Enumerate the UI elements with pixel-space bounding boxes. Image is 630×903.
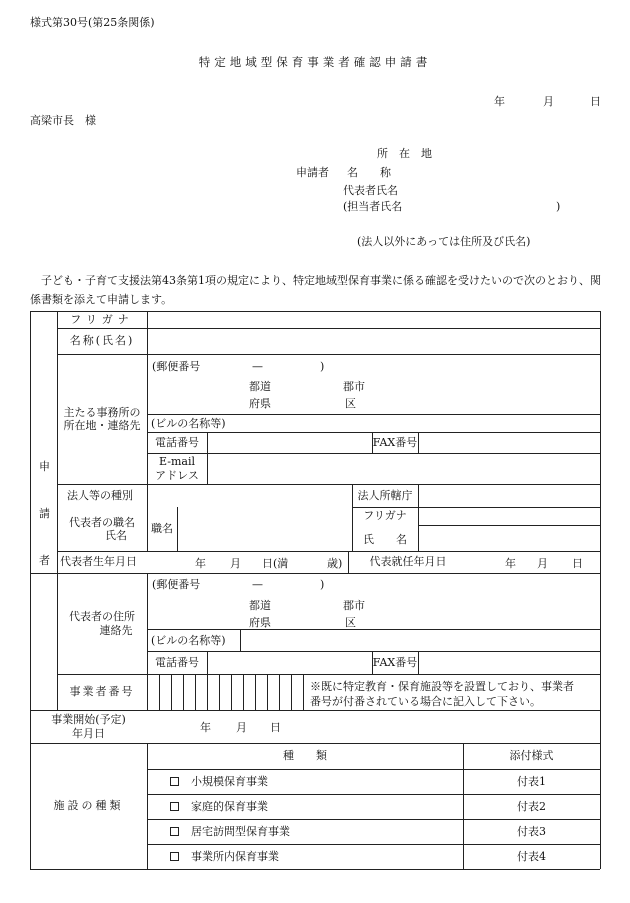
applicant-vertical-char-1: 申 xyxy=(39,460,50,473)
birth-age-label: 歳) xyxy=(327,557,343,570)
rep-furigana-label: フリガナ xyxy=(363,509,407,523)
rep-postal-label: (郵便番号 xyxy=(152,578,201,591)
business-start-day: 日 xyxy=(270,721,281,734)
birth-day-label: 日(満 xyxy=(262,557,289,570)
attachment-form: 付表2 xyxy=(517,799,546,813)
applicant-vertical-char-3: 者 xyxy=(39,554,50,567)
rep-title-label xyxy=(57,507,147,551)
business-start-label xyxy=(30,710,147,743)
contact-person-label: (担当者氏名 xyxy=(343,200,403,213)
form-number: 様式第30号(第25条関係) xyxy=(30,16,155,29)
business-number-note-line1: ※既に特定教育・保育施設等を設置しており、事業者 xyxy=(310,680,574,693)
date-month-label: 月 xyxy=(543,95,554,108)
checkbox-icon[interactable] xyxy=(170,852,179,861)
prefecture-label-bottom: 府県 xyxy=(249,397,271,410)
facility-option-workplace[interactable] xyxy=(170,844,463,869)
business-start-line2: 年月日 xyxy=(72,726,105,740)
birth-year-label: 年 xyxy=(195,557,206,570)
contact-close-paren: ) xyxy=(556,200,561,213)
kind-header: 種 類 xyxy=(283,749,327,763)
non-corporate-note: (法人以外にあっては住所及び氏名) xyxy=(357,235,531,248)
rep-address-label xyxy=(57,573,147,674)
fax-label: FAX番号 xyxy=(372,435,418,449)
phone-field[interactable] xyxy=(207,432,372,453)
birth-month-label: 月 xyxy=(230,557,241,570)
business-number-label: 事業者番号 xyxy=(69,685,135,699)
email-label xyxy=(147,453,207,484)
rep-address-line1: 代表者の住所 xyxy=(69,610,135,624)
application-form-table xyxy=(30,311,600,869)
office-label-line2: 所在地・連絡先 xyxy=(63,419,141,432)
checkbox-icon[interactable] xyxy=(170,827,179,836)
postal-label: (郵便番号 xyxy=(152,360,201,373)
facility-label: 小規模保育事業 xyxy=(191,774,268,788)
rep-start-label: 代表就任年月日 xyxy=(369,555,447,569)
facility-label: 居宅訪問型保育事業 xyxy=(191,824,290,838)
addressee: 高梁市長 様 xyxy=(30,114,96,127)
facility-type-label: 施設の種類 xyxy=(53,799,124,813)
attachment-header: 添付様式 xyxy=(509,749,554,763)
prefecture-label-top: 都道 xyxy=(249,380,271,393)
rep-phone-label: 電話番号 xyxy=(155,655,199,669)
corp-office-label: 法人所轄庁 xyxy=(357,488,413,502)
checkbox-icon[interactable] xyxy=(170,802,179,811)
name-label: 名称(氏名) xyxy=(69,334,135,348)
rep-postal-close-paren: ) xyxy=(320,578,325,591)
rep-fax-field[interactable] xyxy=(418,651,600,674)
rep-fax-label: FAX番号 xyxy=(372,655,418,669)
representative-label: 代表者氏名 xyxy=(343,184,398,197)
rep-title-field[interactable] xyxy=(177,507,352,551)
facility-option-home-based[interactable] xyxy=(170,794,463,819)
attachment-form: 付表3 xyxy=(517,824,546,838)
email-field[interactable] xyxy=(207,453,600,484)
furigana-field[interactable] xyxy=(147,311,600,328)
rep-city-label: 郡市 xyxy=(343,599,365,612)
attachment-form: 付表4 xyxy=(517,849,546,863)
office-label-line1: 主たる事務所の xyxy=(63,405,141,419)
fax-field[interactable] xyxy=(418,432,600,453)
applicant-vertical-char-2: 請 xyxy=(39,507,50,520)
email-label-line2: アドレス xyxy=(155,468,199,482)
attachment-form: 付表1 xyxy=(517,774,546,788)
corp-type-label: 法人等の種別 xyxy=(67,488,133,502)
corp-type-field[interactable] xyxy=(147,484,352,507)
rep-name-field[interactable] xyxy=(418,507,600,551)
rep-title-line1: 代表者の職名 xyxy=(69,515,135,529)
facility-option-small-scale[interactable] xyxy=(170,769,463,794)
phone-label: 電話番号 xyxy=(155,435,199,449)
applicant-name-label: 名 称 xyxy=(347,166,391,179)
facility-option-home-visit[interactable] xyxy=(170,819,463,844)
checkbox-icon[interactable] xyxy=(170,777,179,786)
start-month-label: 月 xyxy=(537,557,548,570)
rep-name-label: 氏 名 xyxy=(363,532,407,546)
office-address-label xyxy=(57,354,147,484)
furigana-label: フリガナ xyxy=(70,312,134,326)
rep-prefecture-bottom: 府県 xyxy=(249,616,271,629)
city-label: 郡市 xyxy=(343,380,365,393)
applicant-label: 申請者 xyxy=(296,166,329,179)
rep-prefecture-top: 都道 xyxy=(249,599,271,612)
rep-ward-label: 区 xyxy=(345,616,356,629)
start-year-label: 年 xyxy=(505,557,516,570)
start-day-label: 日 xyxy=(572,557,583,570)
facility-label: 事業所内保育事業 xyxy=(191,849,279,863)
name-field[interactable] xyxy=(147,328,600,354)
corp-office-field[interactable] xyxy=(418,484,600,507)
address-label: 所 在 地 xyxy=(377,147,432,160)
business-start-month: 月 xyxy=(236,721,247,734)
page-title: 特定地域型保育事業者確認申請書 xyxy=(198,55,432,69)
application-statement: 子ども・子育て支援法第43条第1項の規定により、特定地域型保育事業に係る確認を受けたいので次のとおり、関係書類を添えて申請します。 xyxy=(30,274,601,306)
facility-label: 家庭的保育事業 xyxy=(191,799,268,813)
postal-dash: — xyxy=(252,360,263,373)
ward-label: 区 xyxy=(345,397,356,410)
business-start-line1: 事業開始(予定) xyxy=(51,713,126,727)
rep-building-label: (ビルの名称等) xyxy=(151,634,226,647)
rep-title-line2: 氏名 xyxy=(105,529,127,542)
date-year-label: 年 xyxy=(494,95,505,108)
business-start-year: 年 xyxy=(200,721,211,734)
shokumei-label: 職名 xyxy=(151,522,173,536)
building-label: (ビルの名称等) xyxy=(151,417,226,430)
date-day-label: 日 xyxy=(590,95,601,108)
rep-phone-field[interactable] xyxy=(207,651,372,674)
rep-birth-label: 代表者生年月日 xyxy=(60,555,137,569)
rep-postal-dash: — xyxy=(252,578,263,591)
email-label-line1: E-mail xyxy=(159,455,195,469)
postal-close-paren: ) xyxy=(320,360,325,373)
business-number-note-line2: 番号が付番されている場合に記入して下さい。 xyxy=(310,695,541,708)
rep-address-line2: 連絡先 xyxy=(99,623,133,637)
